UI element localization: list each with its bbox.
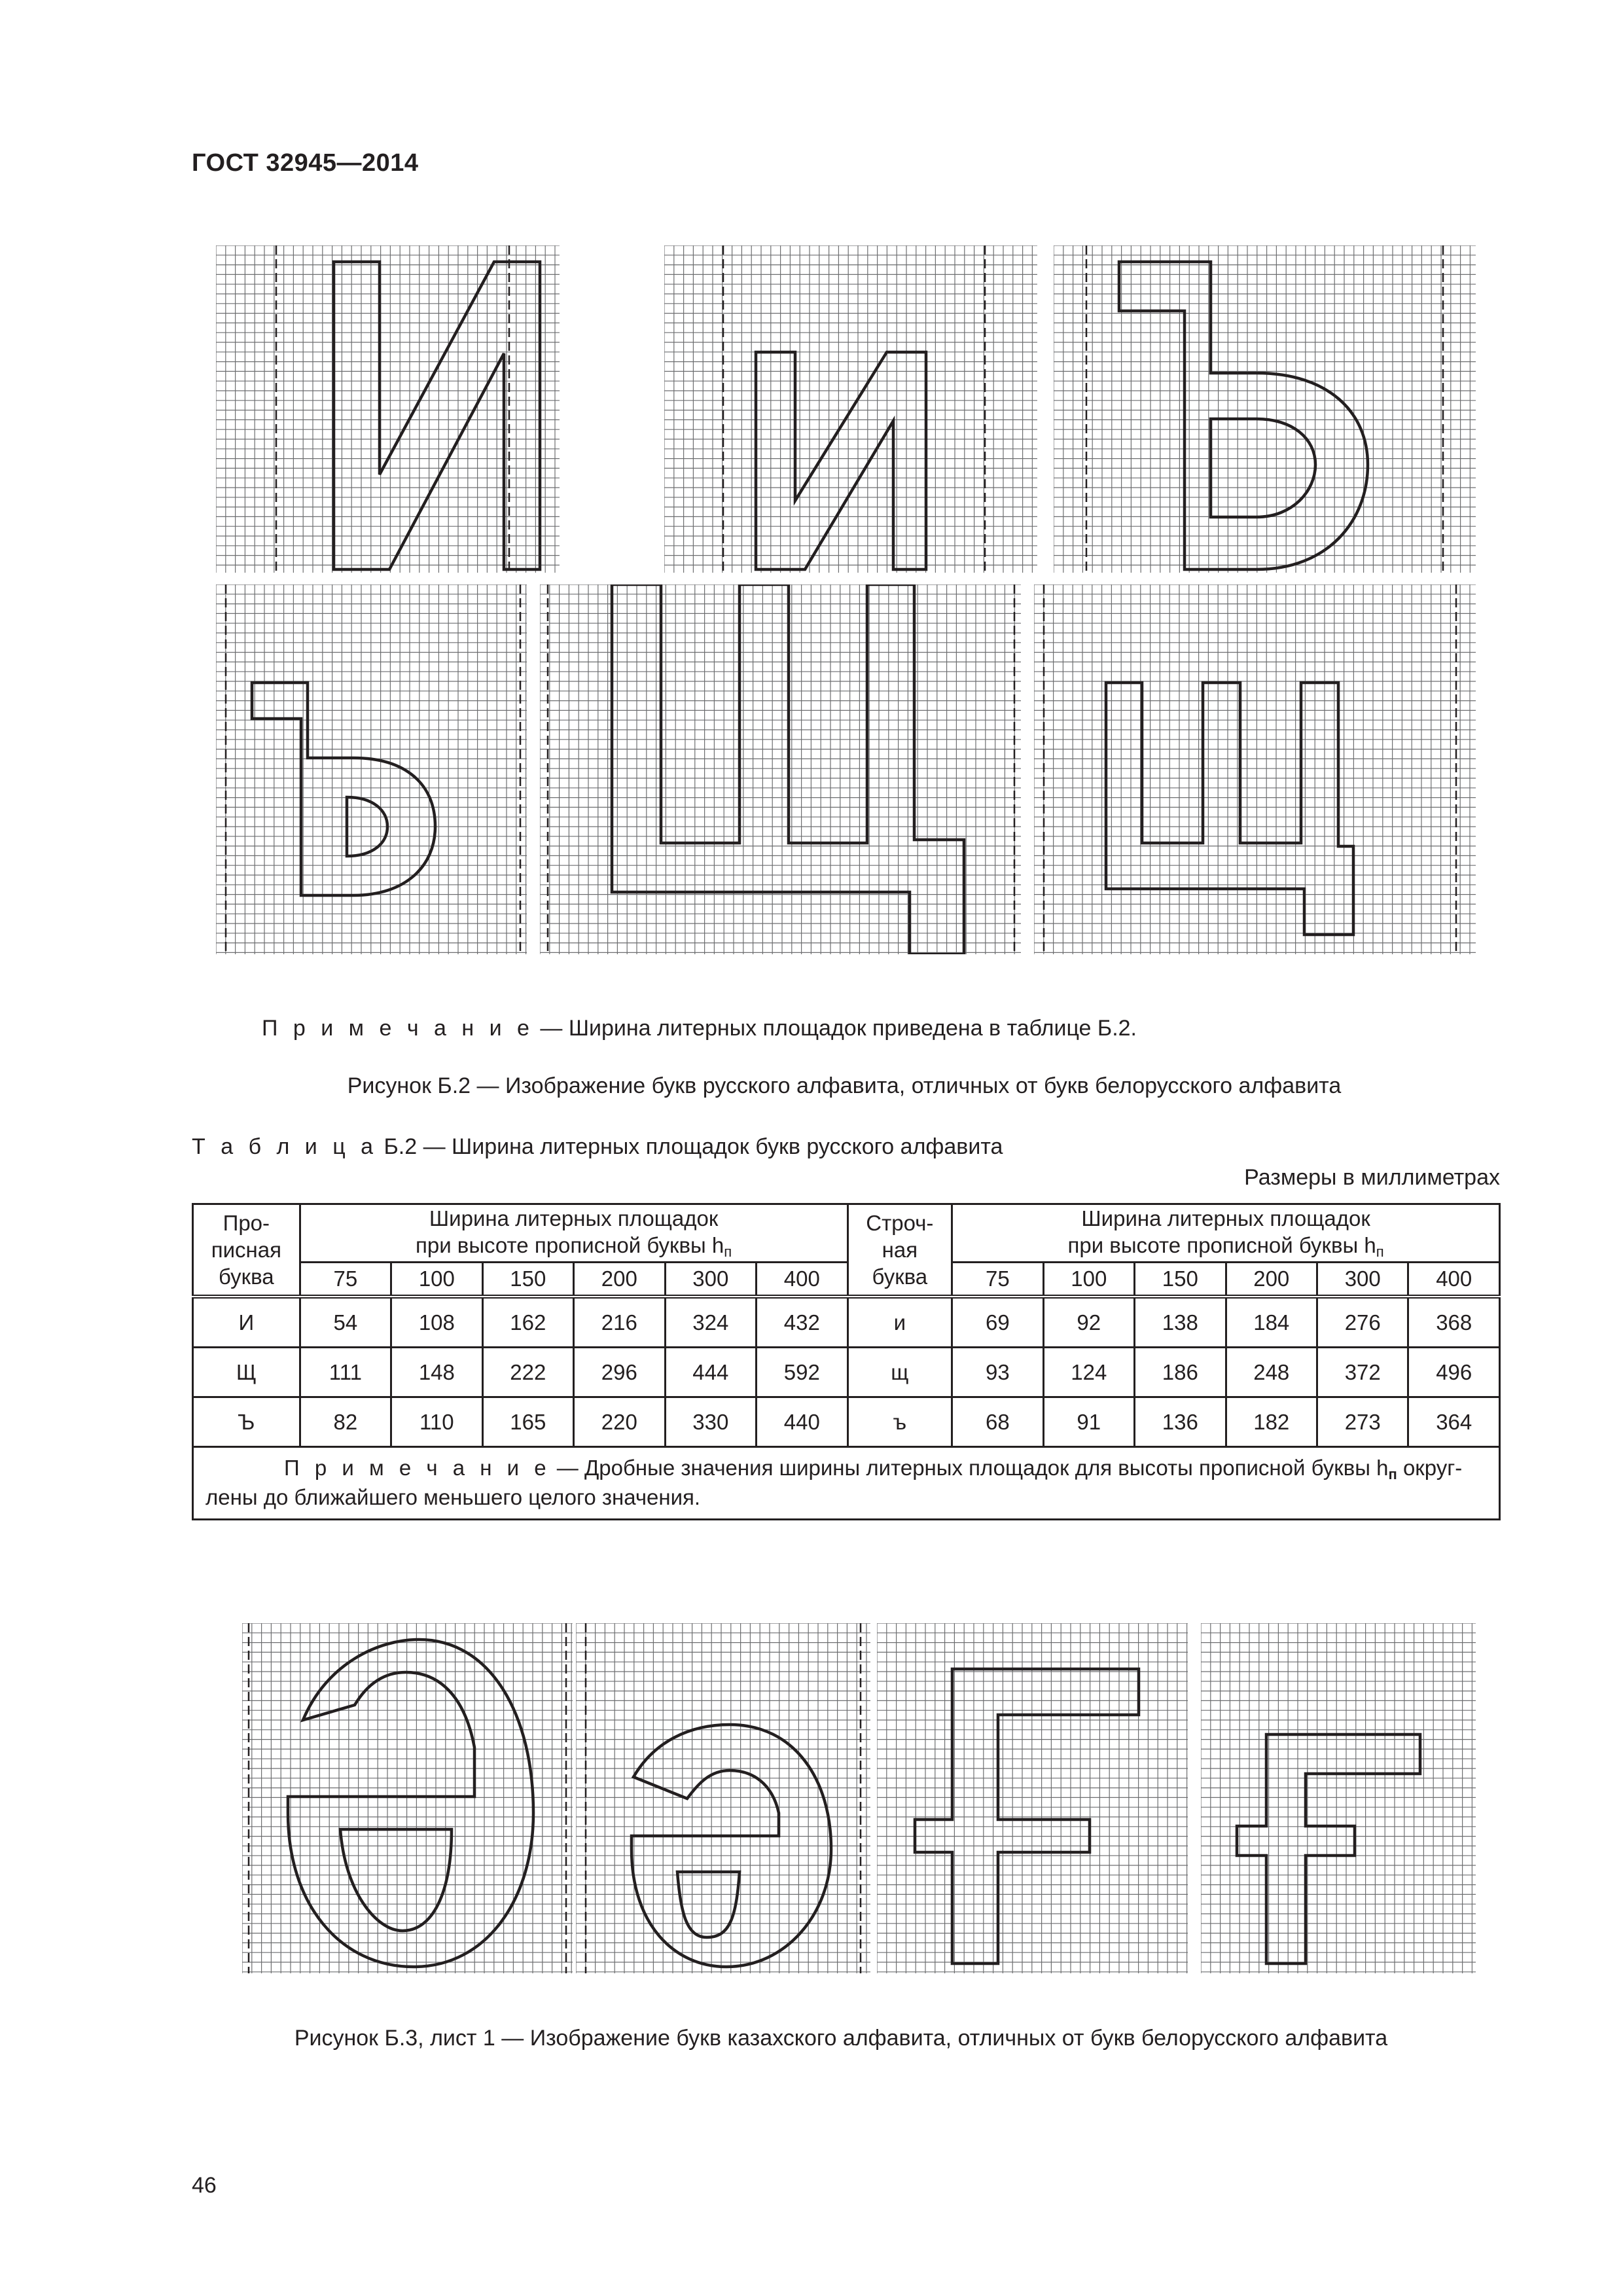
table-caption xyxy=(192,1134,1003,1160)
figure-b3-caption: Рисунок Б.3, лист 1 — Изображение букв казахского алфавита, отличных от букв белорусского алфавита xyxy=(294,2026,1388,2051)
grid-lines xyxy=(216,584,527,954)
letter-panel-Ъ-upper xyxy=(1054,245,1476,573)
value-cell: 138 xyxy=(1135,1297,1226,1348)
height-header: 75 xyxy=(300,1262,391,1297)
value-cell: 432 xyxy=(757,1297,847,1348)
height-header: 400 xyxy=(757,1262,847,1297)
letter-Ъ-upper-drawing xyxy=(1054,245,1476,573)
value-cell: 440 xyxy=(757,1397,847,1446)
value-cell: 330 xyxy=(665,1397,756,1446)
value-cell: 165 xyxy=(482,1397,573,1446)
note-label: П р и м е ч а н и е xyxy=(262,1016,534,1041)
height-header: 400 xyxy=(1408,1262,1500,1297)
letter-ъ-lower-drawing xyxy=(216,584,527,954)
height-header: 300 xyxy=(665,1262,756,1297)
table-note-text-b: округ- лены до ближайшего меньшего целого значения. xyxy=(205,1455,1463,1510)
height-header: 150 xyxy=(1135,1262,1226,1297)
letter-panel-щ-lower xyxy=(1034,584,1476,954)
height-header: 100 xyxy=(1043,1262,1134,1297)
height-header: 100 xyxy=(391,1262,482,1297)
lower-letter-cell: ъ xyxy=(847,1397,952,1446)
value-cell: 124 xyxy=(1043,1347,1134,1397)
value-cell: 273 xyxy=(1317,1397,1408,1446)
group-header-sub: п xyxy=(724,1244,732,1261)
table-note-label: П р и м е ч а н и е xyxy=(284,1455,551,1480)
upper-letter-cell: Ъ xyxy=(193,1397,300,1446)
table-note-sub: п xyxy=(1388,1465,1397,1482)
grid-lines xyxy=(1034,584,1476,954)
letter-outline xyxy=(1119,262,1368,569)
letter-и-lower-drawing xyxy=(664,245,1037,573)
table-caption-text: Б.2 — Ширина литерных площадок букв русского алфавита xyxy=(378,1134,1003,1159)
letter-Ғ-upper-drawing xyxy=(877,1623,1188,1973)
figure-b2-caption: Рисунок Б.2 — Изображение букв русского алфавита, отличных от букв белорусского алфавита xyxy=(347,1073,1342,1098)
group-header-line1: Ширина литерных площадок xyxy=(429,1206,719,1230)
document-header: ГОСТ 32945—2014 xyxy=(192,149,419,177)
grid-lines xyxy=(242,1623,573,1973)
value-cell: 92 xyxy=(1043,1297,1134,1348)
value-cell: 148 xyxy=(391,1347,482,1397)
grid-lines xyxy=(1054,245,1476,573)
value-cell: 364 xyxy=(1408,1397,1500,1446)
group-header-line2: при высоте прописной буквы h xyxy=(415,1233,724,1258)
letter-panel-ъ-lower xyxy=(216,584,527,954)
height-header: 200 xyxy=(1226,1262,1317,1297)
value-cell: 220 xyxy=(574,1397,665,1446)
header-upper-letter: Про- писная буква xyxy=(193,1204,300,1297)
value-cell: 216 xyxy=(574,1297,665,1348)
lower-letter-cell: щ xyxy=(847,1347,952,1397)
note-text: — Ширина литерных площадок приведена в таблице Б.2. xyxy=(533,1016,1137,1041)
letter-outline xyxy=(915,1669,1139,1964)
letter-ә-lower-drawing xyxy=(576,1623,870,1973)
height-header: 150 xyxy=(482,1262,573,1297)
letter-щ-lower-drawing xyxy=(1034,584,1476,954)
letter-Щ-upper-drawing xyxy=(540,584,1021,954)
letter-Ә-upper-drawing xyxy=(242,1623,573,1973)
value-cell: 186 xyxy=(1135,1347,1226,1397)
table-row xyxy=(193,1297,1500,1348)
value-cell: 54 xyxy=(300,1297,391,1348)
letter-panel-И-upper xyxy=(216,245,560,573)
page-number: 46 xyxy=(192,2173,217,2198)
group-header-sub: п xyxy=(1376,1244,1384,1261)
letter-panel-и-lower xyxy=(664,245,1037,573)
grid-lines xyxy=(576,1623,870,1973)
value-cell: 108 xyxy=(391,1297,482,1348)
value-cell: 276 xyxy=(1317,1297,1408,1348)
table-note-text-a: — Дробные значения ширины литерных площадок для высоты прописной буквы h xyxy=(550,1455,1389,1480)
table-note-row xyxy=(193,1446,1500,1519)
value-cell: 296 xyxy=(574,1347,665,1397)
group-header-line1: Ширина литерных площадок xyxy=(1081,1206,1370,1230)
letter-panel-Щ-upper xyxy=(540,584,1021,954)
letter-outline xyxy=(288,1640,533,1967)
value-cell: 248 xyxy=(1226,1347,1317,1397)
header-width-group-lower xyxy=(952,1204,1500,1263)
value-cell: 68 xyxy=(952,1397,1043,1446)
table-row xyxy=(193,1347,1500,1397)
value-cell: 372 xyxy=(1317,1347,1408,1397)
letter-panel-ғ-lower xyxy=(1201,1623,1476,1973)
grid-lines xyxy=(216,245,560,573)
value-cell: 222 xyxy=(482,1347,573,1397)
value-cell: 136 xyxy=(1135,1397,1226,1446)
upper-letter-cell: Щ xyxy=(193,1347,300,1397)
letter-width-table xyxy=(192,1203,1501,1520)
table-note xyxy=(193,1446,1500,1519)
lower-letter-cell: и xyxy=(847,1297,952,1348)
value-cell: 69 xyxy=(952,1297,1043,1348)
table-row xyxy=(193,1397,1500,1446)
letter-ғ-lower-drawing xyxy=(1201,1623,1476,1973)
table-caption-label: Т а б л и ц а xyxy=(192,1134,378,1159)
letter-outline xyxy=(612,584,964,954)
letter-И-upper-drawing xyxy=(216,245,560,573)
letter-panel-ә-lower xyxy=(576,1623,870,1973)
upper-letter-cell: И xyxy=(193,1297,300,1348)
value-cell: 91 xyxy=(1043,1397,1134,1446)
value-cell: 110 xyxy=(391,1397,482,1446)
height-header: 75 xyxy=(952,1262,1043,1297)
height-header: 200 xyxy=(574,1262,665,1297)
value-cell: 93 xyxy=(952,1347,1043,1397)
grid-lines xyxy=(1201,1623,1476,1973)
letter-panel-Ә-upper xyxy=(242,1623,573,1973)
height-header: 300 xyxy=(1317,1262,1408,1297)
letter-panel-Ғ-upper xyxy=(877,1623,1188,1973)
value-cell: 368 xyxy=(1408,1297,1500,1348)
value-cell: 496 xyxy=(1408,1347,1500,1397)
value-cell: 182 xyxy=(1226,1397,1317,1446)
header-lower-letter: Строч- ная буква xyxy=(847,1204,952,1297)
value-cell: 162 xyxy=(482,1297,573,1348)
value-cell: 82 xyxy=(300,1397,391,1446)
value-cell: 444 xyxy=(665,1347,756,1397)
figure-b2-note xyxy=(262,1016,1137,1041)
group-header-line2: при высоте прописной буквы h xyxy=(1067,1233,1376,1258)
letter-outline xyxy=(252,683,435,895)
grid-lines xyxy=(877,1623,1188,1973)
value-cell: 111 xyxy=(300,1347,391,1397)
value-cell: 592 xyxy=(757,1347,847,1397)
value-cell: 324 xyxy=(665,1297,756,1348)
table-units: Размеры в миллиметрах xyxy=(1244,1165,1500,1190)
value-cell: 184 xyxy=(1226,1297,1317,1348)
letter-outline xyxy=(756,352,926,569)
header-width-group-upper xyxy=(300,1204,847,1263)
